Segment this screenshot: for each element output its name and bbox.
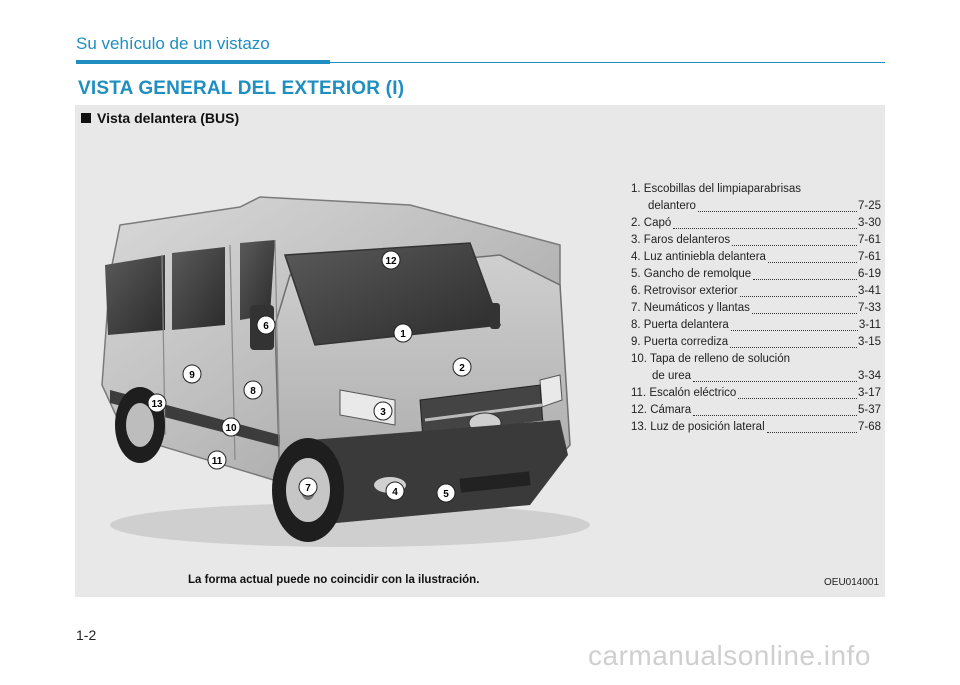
svg-text:10: 10: [225, 423, 237, 434]
legend-item-11: 11. Escalón eléctrico 3-17: [631, 387, 881, 399]
black-square-icon: [81, 113, 91, 123]
callout-10: [222, 418, 240, 436]
legend-item-7: 7. Neumáticos y llantas 7-33: [631, 302, 881, 314]
callout-7: [299, 478, 317, 496]
svg-text:1: 1: [400, 329, 406, 340]
svg-text:6: 6: [263, 321, 269, 332]
panel-title-text: Vista delantera (BUS): [97, 110, 240, 126]
svg-text:3: 3: [380, 407, 386, 418]
legend-item-2: 2. Capó 3-30: [631, 217, 881, 229]
svg-text:8: 8: [250, 386, 256, 397]
callout-3: [374, 402, 392, 420]
callout-8: [244, 381, 262, 399]
callout-4: [386, 482, 404, 500]
page-heading: VISTA GENERAL DEL EXTERIOR (I): [78, 78, 405, 99]
svg-text:11: 11: [211, 456, 223, 467]
image-code: OEU014001: [824, 577, 880, 588]
svg-text:9: 9: [189, 370, 195, 381]
callout-6: [257, 316, 275, 334]
legend-item-13: 13. Luz de posición lateral 7-68: [631, 421, 881, 433]
svg-text:5: 5: [443, 489, 449, 500]
legend-item-6: 6. Retrovisor exterior 3-41: [631, 285, 881, 297]
panel-title: [81, 110, 239, 126]
header-rule-thick: [76, 60, 330, 64]
callout-12: [382, 251, 400, 269]
legend-item-3: 3. Faros delanteros 7-61: [631, 234, 881, 246]
legend-item-5: 5. Gancho de remolque 6-19: [631, 268, 881, 280]
legend-item-1: 1. Escobillas del limpiaparabrisas delantero 7-25: [631, 183, 881, 212]
page-number: 1-2: [76, 627, 97, 643]
callout-1: [394, 324, 412, 342]
callout-11: [208, 451, 226, 469]
svg-text:13: 13: [151, 399, 163, 410]
watermark: carmanualsonline.info: [588, 640, 871, 671]
van-illustration: [90, 185, 590, 555]
parts-legend: [631, 181, 881, 436]
legend-item-10: 10. Tapa de relleno de solución de urea 3-34: [631, 353, 881, 382]
svg-text:4: 4: [392, 487, 398, 498]
illustration-disclaimer: La forma actual puede no coincidir con la ilustración.: [188, 574, 480, 586]
callout-2: [453, 358, 471, 376]
legend-item-4: 4. Luz antiniebla delantera 7-61: [631, 251, 881, 263]
callout-13: [148, 394, 166, 412]
callout-5: [437, 484, 455, 502]
svg-text:12: 12: [385, 256, 397, 267]
section-title: Su vehículo de un vistazo: [76, 34, 270, 53]
legend-item-9: 9. Puerta corrediza 3-15: [631, 336, 881, 348]
header-rule-thin: [330, 62, 885, 63]
legend-item-8: 8. Puerta delantera 3-11: [631, 319, 881, 331]
legend-item-12: 12. Cámara 5-37: [631, 404, 881, 416]
svg-text:2: 2: [459, 363, 465, 374]
callout-9: [183, 365, 201, 383]
svg-text:7: 7: [305, 483, 311, 494]
